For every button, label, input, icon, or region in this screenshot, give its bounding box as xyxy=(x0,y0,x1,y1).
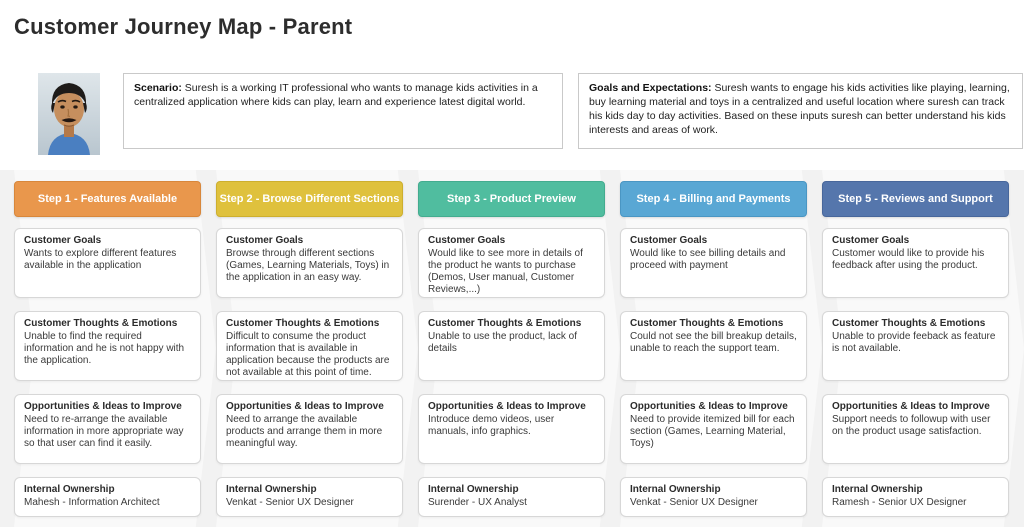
card-title: Customer Thoughts & Emotions xyxy=(630,318,784,329)
step-4-label: Step 4 - Billing and Payments xyxy=(636,193,791,205)
step-column-4 xyxy=(620,181,807,527)
journey-map-area xyxy=(0,170,1024,527)
card-title: Internal Ownership xyxy=(832,484,923,495)
step-2-header xyxy=(216,181,403,217)
step-4-header xyxy=(620,181,807,217)
card-title: Customer Goals xyxy=(832,235,910,246)
step-column-3 xyxy=(418,181,605,527)
card-text: Difficult to consume the product information that is available in application because the products are not available at this point of time. xyxy=(226,331,390,378)
persona-photo xyxy=(38,73,100,155)
journey-grid xyxy=(0,170,1024,527)
thoughts-emotions-card xyxy=(418,311,605,381)
step-5-header xyxy=(822,181,1009,217)
card-title: Internal Ownership xyxy=(630,484,721,495)
customer-goals-card xyxy=(216,228,403,298)
card-text: Need to re-arrange the available information in more appropriate way so that user can find it easily. xyxy=(24,414,184,449)
card-title: Customer Thoughts & Emotions xyxy=(226,318,380,329)
internal-ownership-card xyxy=(620,477,807,517)
page-title: Customer Journey Map - Parent xyxy=(14,14,353,39)
card-title: Internal Ownership xyxy=(24,484,115,495)
customer-goals-card xyxy=(14,228,201,298)
card-title: Opportunities & Ideas to Improve xyxy=(630,401,788,412)
card-title: Customer Goals xyxy=(630,235,708,246)
opportunities-card xyxy=(216,394,403,464)
card-text: Unable to find the required information and he is not happy with the application. xyxy=(24,331,185,366)
card-text: Support needs to followup with user on the product usage satisfaction. xyxy=(832,414,991,437)
card-title: Opportunities & Ideas to Improve xyxy=(226,401,384,412)
card-text: Could not see the bill breakup details, unable to reach the support team. xyxy=(630,331,797,354)
scenario-box xyxy=(123,73,563,149)
persona-photo-icon xyxy=(38,73,100,155)
step-3-label: Step 3 - Product Preview xyxy=(447,193,576,205)
customer-goals-card xyxy=(418,228,605,298)
customer-goals-card xyxy=(620,228,807,298)
goals-expectations-box xyxy=(578,73,1023,149)
card-text: Customer would like to provide his feedback after using the product. xyxy=(832,248,985,271)
customer-goals-card xyxy=(822,228,1009,298)
card-title: Opportunities & Ideas to Improve xyxy=(24,401,182,412)
step-column-5 xyxy=(822,181,1009,527)
goals-text: Suresh wants to engage his kids activities like playing, learning, buy learning material and toys in a centralized and useful location where suresh can track his kids day to day activities. Based on these inputs suresh can better understand his kids interests and areas of work. xyxy=(589,82,1010,136)
card-title: Customer Thoughts & Emotions xyxy=(428,318,582,329)
internal-ownership-card xyxy=(14,477,201,517)
goals-label: Goals and Expectations: xyxy=(589,82,712,94)
card-text: Introduce demo videos, user manuals, info graphics. xyxy=(428,414,555,437)
card-text: Need to arrange the available products and arrange them in more meaningful way. xyxy=(226,414,383,449)
internal-ownership-card xyxy=(822,477,1009,517)
card-text: Venkat - Senior UX Designer xyxy=(226,497,354,508)
thoughts-emotions-card xyxy=(822,311,1009,381)
card-title: Customer Thoughts & Emotions xyxy=(832,318,986,329)
opportunities-card xyxy=(14,394,201,464)
card-title: Opportunities & Ideas to Improve xyxy=(832,401,990,412)
step-2-label: Step 2 - Browse Different Sections xyxy=(219,193,400,205)
internal-ownership-card xyxy=(216,477,403,517)
card-title: Internal Ownership xyxy=(226,484,317,495)
card-text: Ramesh - Senior UX Designer xyxy=(832,497,967,508)
card-text: Venkat - Senior UX Designer xyxy=(630,497,758,508)
card-text: Wants to explore different features available in the application xyxy=(24,248,177,271)
header-area xyxy=(0,0,1024,170)
opportunities-card xyxy=(418,394,605,464)
step-1-header xyxy=(14,181,201,217)
card-text: Unable to provide feeback as feature is not available. xyxy=(832,331,996,354)
card-text: Browse through different sections (Games, Learning Materials, Toys) in the application in an easy way. xyxy=(226,248,390,283)
card-title: Customer Goals xyxy=(428,235,506,246)
card-title: Customer Thoughts & Emotions xyxy=(24,318,178,329)
thoughts-emotions-card xyxy=(216,311,403,381)
thoughts-emotions-card xyxy=(620,311,807,381)
step-3-header xyxy=(418,181,605,217)
card-title: Customer Goals xyxy=(24,235,102,246)
opportunities-card xyxy=(620,394,807,464)
step-column-2 xyxy=(216,181,403,527)
card-text: Mahesh - Information Architect xyxy=(24,497,160,508)
step-5-label: Step 5 - Reviews and Support xyxy=(838,193,993,205)
card-text: Need to provide itemized bill for each section (Games, Learning Material, Toys) xyxy=(630,414,795,449)
scenario-text: Suresh is a working IT professional who wants to manage kids activities in a centralized application where kids can play, learn and experience latest digital world. xyxy=(134,82,538,108)
card-text: Surender - UX Analyst xyxy=(428,497,527,508)
card-title: Internal Ownership xyxy=(428,484,519,495)
opportunities-card xyxy=(822,394,1009,464)
card-text: Unable to use the product, lack of details xyxy=(428,331,577,354)
step-column-1 xyxy=(14,181,201,527)
step-1-label: Step 1 - Features Available xyxy=(37,193,178,205)
card-text: Would like to see more in details of the product he wants to purchase (Demos, User manual, Customer Reviews,...) xyxy=(428,248,583,295)
card-title: Opportunities & Ideas to Improve xyxy=(428,401,586,412)
card-text: Would like to see billing details and proceed with payment xyxy=(630,248,786,271)
card-title: Customer Goals xyxy=(226,235,304,246)
thoughts-emotions-card xyxy=(14,311,201,381)
internal-ownership-card xyxy=(418,477,605,517)
scenario-label: Scenario: xyxy=(134,82,182,94)
